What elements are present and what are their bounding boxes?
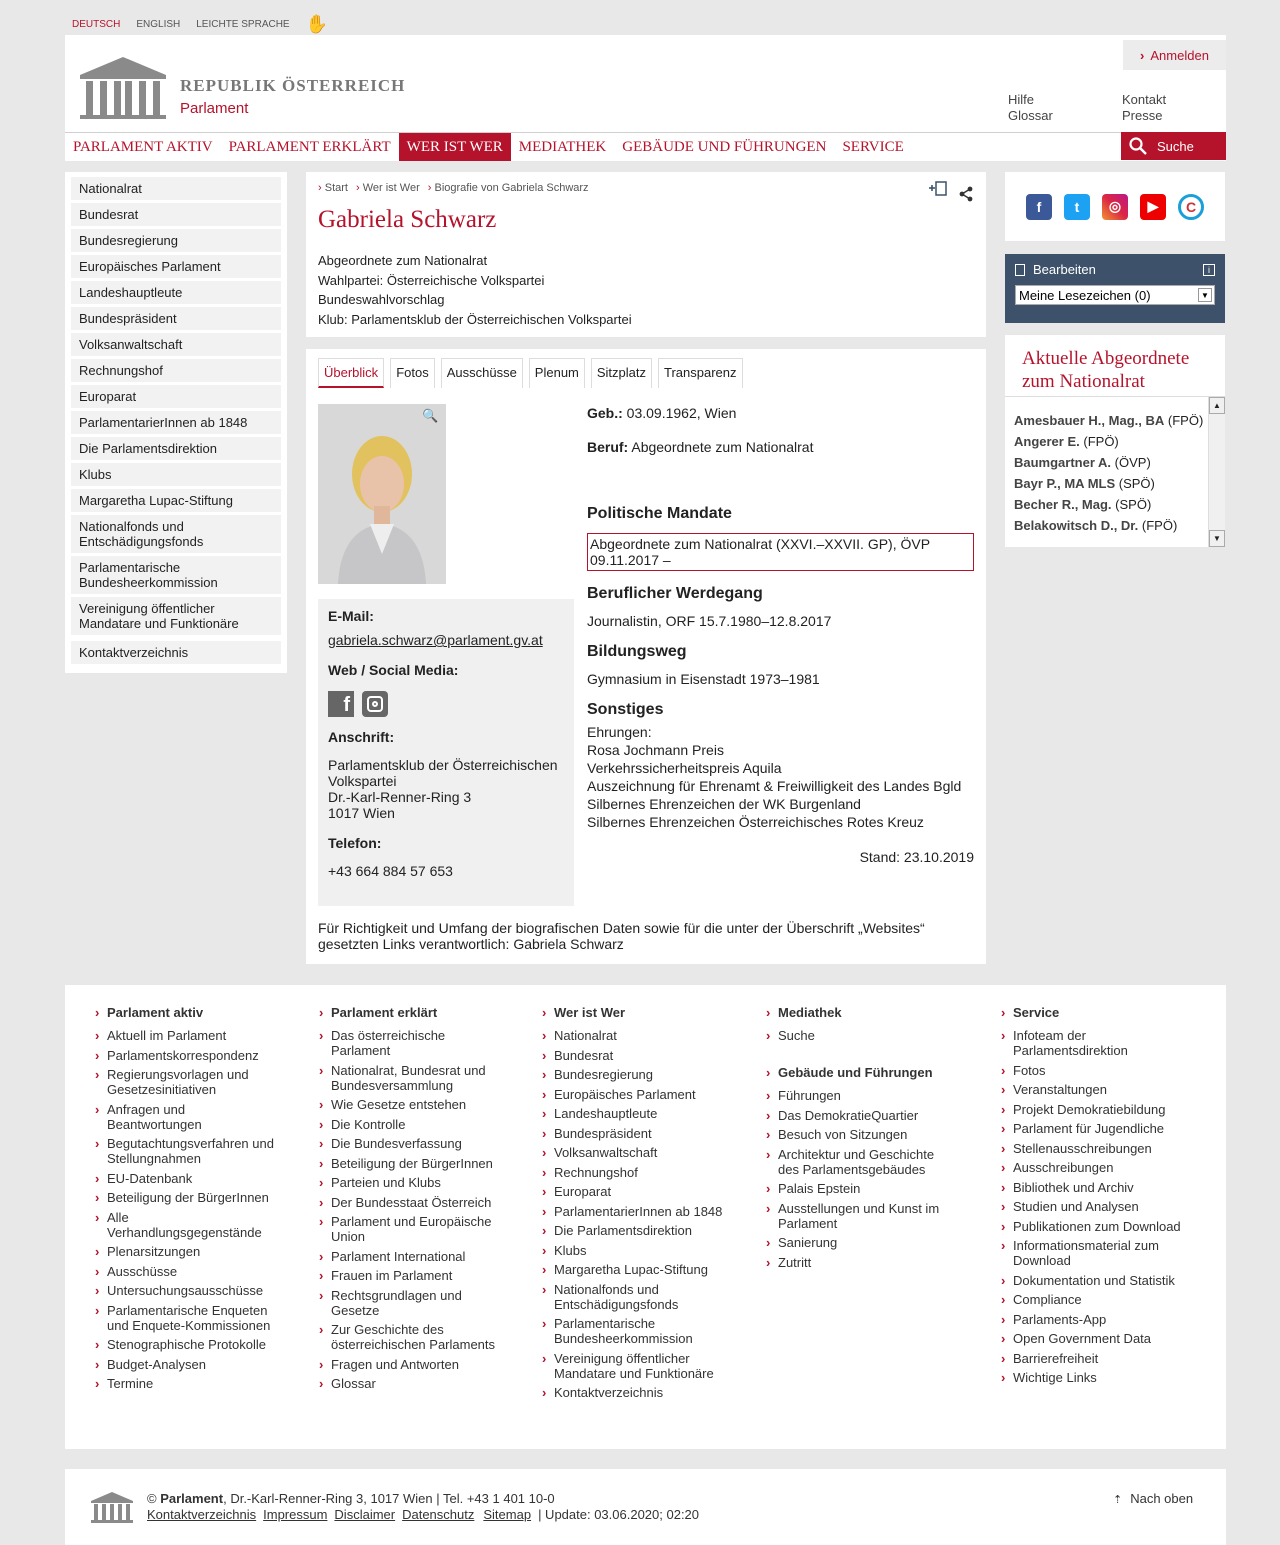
youtube-icon[interactable]: ▶ xyxy=(1140,194,1166,220)
footer-link[interactable]: › Stellenausschreibungen xyxy=(1001,1141,1186,1156)
member-item[interactable]: Bayr P., MA MLS (SPÖ) xyxy=(1014,476,1155,491)
footer-link[interactable]: › Informationsmaterial zum Download xyxy=(1001,1238,1186,1268)
stand-date: Stand: 23.10.2019 xyxy=(859,849,974,865)
footer-link[interactable]: › Wichtige Links xyxy=(1001,1370,1186,1385)
footer-link[interactable]: › Alle Verhandlungsgegenstände xyxy=(95,1210,280,1240)
lang-de[interactable]: DEUTSCH xyxy=(72,19,121,30)
nav-wer-ist-wer[interactable]: WER IST WER xyxy=(399,133,511,161)
leftnav-item[interactable]: Bundesrat xyxy=(71,203,281,226)
leftnav-item[interactable]: ParlamentarierInnen ab 1848 xyxy=(71,411,281,434)
address: Parlamentsklub der Österreichischen Volkspartei Dr.-Karl-Renner-Ring 3 1017 Wien xyxy=(328,757,558,821)
footer-link[interactable]: › Aktuell im Parlament xyxy=(95,1028,280,1043)
footer-link[interactable]: › Compliance xyxy=(1001,1292,1186,1307)
career: Journalistin, ORF 15.7.1980–12.8.2017 xyxy=(587,613,832,629)
tab-transparenz[interactable]: Transparenz xyxy=(658,358,743,388)
footer-col-parlament-erklaert xyxy=(319,1005,504,1396)
member-item[interactable]: Becher R., Mag. (SPÖ) xyxy=(1014,497,1152,512)
leftnav-item[interactable]: Nationalrat xyxy=(71,177,281,200)
footer-link[interactable]: › Projekt Demokratiebildung xyxy=(1001,1102,1186,1117)
members-list xyxy=(1014,413,1204,547)
footer-link[interactable]: › Die Kontrolle xyxy=(319,1117,504,1132)
footer-link[interactable]: › Fotos xyxy=(1001,1063,1186,1078)
parliament-small-icon xyxy=(91,1491,133,1523)
footer-link[interactable]: › Das DemokratieQuartier xyxy=(766,1108,951,1123)
person-role: Abgeordnete zum Nationalrat xyxy=(318,253,488,268)
logo-title: REPUBLIK ÖSTERREICH xyxy=(180,76,406,95)
add-bookmark-icon[interactable] xyxy=(928,180,948,198)
footer-heading[interactable]: › Parlament erklärt xyxy=(319,1005,504,1020)
footer-link[interactable]: › Stenographische Protokolle xyxy=(95,1337,280,1352)
member-item[interactable]: Baumgartner A. (ÖVP) xyxy=(1014,455,1151,470)
footer-link[interactable]: › Termine xyxy=(95,1376,280,1391)
footer-link[interactable]: › Ausschreibungen xyxy=(1001,1160,1186,1175)
member-item[interactable]: Amesbauer H., Mag., BA (FPÖ) xyxy=(1014,413,1204,428)
biography-card xyxy=(306,349,986,964)
footer-link[interactable]: › Ausstellungen und Kunst im Parlament xyxy=(766,1201,951,1231)
social-icons xyxy=(328,691,564,717)
leftnav-item[interactable]: Kontaktverzeichnis xyxy=(71,641,281,664)
footer-link[interactable]: › ParlamentarierInnen ab 1848 xyxy=(542,1204,727,1219)
member-item[interactable]: Angerer E. (FPÖ) xyxy=(1014,434,1119,449)
leftnav-item[interactable]: Margaretha Lupac-Stiftung xyxy=(71,489,281,512)
education-title: Bildungsweg xyxy=(587,643,687,660)
sign-language-icon[interactable]: ✋ xyxy=(305,14,329,34)
footer-link[interactable]: › Wie Gesetze entstehen xyxy=(319,1097,504,1112)
footer-link[interactable]: › Europarat xyxy=(542,1184,727,1199)
footer-link[interactable]: › Bundesregierung xyxy=(542,1067,727,1082)
footer-heading[interactable]: › Parlament aktiv xyxy=(95,1005,280,1020)
nav-service[interactable]: SERVICE xyxy=(842,138,904,155)
footer-link[interactable]: › Zur Geschichte des österreichischen Parlaments xyxy=(319,1322,504,1352)
social-bar xyxy=(1005,172,1225,241)
footer-link[interactable]: › Parlament International xyxy=(319,1249,504,1264)
parliament-building-icon xyxy=(80,55,166,119)
instagram-icon[interactable] xyxy=(362,691,388,717)
demokratiewebstatt-icon[interactable]: C xyxy=(1178,194,1204,220)
tab-fotos[interactable]: Fotos xyxy=(390,358,435,388)
footer-link[interactable]: › Parlament und Europäische Union xyxy=(319,1214,504,1244)
leftnav-item[interactable]: Europäisches Parlament xyxy=(71,255,281,278)
scroll-down-icon[interactable]: ▼ xyxy=(1209,530,1225,547)
disclaimer-text: Für Richtigkeit und Umfang der biografischen Daten sowie für die unter der Überschrift „Websites“ gesetzten Links verantwortlich: Gabriela Schwarz xyxy=(318,920,925,952)
edit-label[interactable]: Bearbeiten xyxy=(1033,262,1096,277)
footer-col-service xyxy=(1001,1005,1186,1390)
parliament-logo[interactable] xyxy=(80,55,405,119)
footer-heading[interactable]: › Gebäude und Führungen xyxy=(766,1065,951,1080)
link-impressum[interactable]: Impressum xyxy=(263,1507,328,1522)
facebook-icon[interactable]: f xyxy=(328,691,354,717)
person-header-card xyxy=(306,172,986,337)
leftnav-item[interactable]: Vereinigung öffentlicher Mandatare und Funktionäre xyxy=(71,597,281,635)
login-button[interactable]: › Anmelden xyxy=(1123,40,1226,70)
nav-gebaeude[interactable]: GEBÄUDE UND FÜHRUNGEN xyxy=(622,138,827,155)
footer-heading[interactable]: › Mediathek xyxy=(766,1005,951,1020)
footer-link[interactable]: › Führungen xyxy=(766,1088,951,1103)
contact-box xyxy=(318,599,574,906)
footer-link[interactable]: › Nationalrat xyxy=(542,1028,727,1043)
footer-heading[interactable]: › Wer ist Wer xyxy=(542,1005,727,1020)
portrait-photo[interactable] xyxy=(318,404,446,584)
leftnav-item[interactable]: Die Parlamentsdirektion xyxy=(71,437,281,460)
footer-link[interactable]: › Studien und Analysen xyxy=(1001,1199,1186,1214)
footer-link[interactable]: › Plenarsitzungen xyxy=(95,1244,280,1259)
footer-link[interactable]: › EU-Datenbank xyxy=(95,1171,280,1186)
member-item[interactable]: Belakowitsch D., Dr. (FPÖ) xyxy=(1014,518,1178,533)
bookmarks-panel xyxy=(1005,254,1225,323)
footer-link[interactable]: › Parlamentarische Enqueten und Enquete-Kommissionen xyxy=(95,1303,280,1333)
email-link[interactable]: gabriela.schwarz@parlament.gv.at xyxy=(328,632,543,648)
breadcrumb-current: › Biografie von Gabriela Schwarz xyxy=(427,182,589,194)
footer-link[interactable]: › Sanierung xyxy=(766,1235,951,1250)
logo-subtitle: Parlament xyxy=(180,100,249,117)
footer-link[interactable]: › Ausschüsse xyxy=(95,1264,280,1279)
footer-heading[interactable]: › Service xyxy=(1001,1005,1186,1020)
lang-easy[interactable]: LEICHTE SPRACHE xyxy=(196,19,290,30)
arrow-up-icon: ⇡ xyxy=(1113,1494,1123,1506)
footer-link[interactable]: › Landeshauptleute xyxy=(542,1106,727,1121)
site-header xyxy=(65,35,1226,161)
footer-col-parlament-aktiv xyxy=(95,1005,280,1396)
breadcrumb xyxy=(318,182,589,194)
portrait-image xyxy=(318,404,446,584)
footer-link[interactable]: › Regierungsvorlagen und Gesetzesinitiativen xyxy=(95,1067,280,1097)
leftnav-item[interactable]: Bundesregierung xyxy=(71,229,281,252)
phone-label: Telefon: xyxy=(328,835,382,851)
footer-link[interactable]: › Glossar xyxy=(319,1376,504,1391)
back-to-top[interactable]: ⇡ Nach oben xyxy=(1113,1491,1194,1506)
help-link[interactable]: Hilfe xyxy=(1008,92,1035,107)
footer-link[interactable]: › Begutachtungsverfahren und Stellungnahmen xyxy=(95,1136,280,1166)
footer-link[interactable]: › Parlaments-App xyxy=(1001,1312,1186,1327)
link-sitemap[interactable]: Sitemap xyxy=(483,1507,532,1522)
footer-link[interactable]: › Suche xyxy=(766,1028,951,1043)
members-title: Aktuelle Abgeordnete zum Nationalrat xyxy=(1022,348,1190,392)
footer-link[interactable]: › Beteiligung der BürgerInnen xyxy=(319,1156,504,1171)
footer-link[interactable]: › Besuch von Sitzungen xyxy=(766,1127,951,1142)
profession: Beruf: Abgeordnete zum Nationalrat xyxy=(587,439,814,455)
chevron-down-icon: ▼ xyxy=(1198,288,1212,302)
tab-ausschuesse[interactable]: Ausschüsse xyxy=(441,358,523,388)
footer-link[interactable]: › Barrierefreiheit xyxy=(1001,1351,1186,1366)
footer-link[interactable]: › Publikationen zum Download xyxy=(1001,1219,1186,1234)
footer-link[interactable]: › Parlamentarische Bundesheerkommission xyxy=(542,1316,727,1346)
footer-link[interactable]: › Bundespräsident xyxy=(542,1126,727,1141)
web-label: Web / Social Media: xyxy=(328,662,459,678)
footer-link[interactable]: › Das österreichische Parlament xyxy=(319,1028,504,1058)
leftnav-item[interactable]: Volksanwaltschaft xyxy=(71,333,281,356)
main-nav xyxy=(65,132,1226,160)
link-disclaimer[interactable]: Disclaimer xyxy=(334,1507,396,1522)
leftnav-item[interactable]: Rechnungshof xyxy=(71,359,281,382)
page-title: Gabriela Schwarz xyxy=(318,206,497,233)
footer-col-wer-ist-wer xyxy=(542,1005,727,1405)
leftnav-item[interactable]: Nationalfonds und Entschädigungsfonds xyxy=(71,515,281,553)
footer-sitemap xyxy=(65,985,1226,1449)
glossary-link[interactable]: Glossar xyxy=(1008,108,1053,123)
share-icon[interactable] xyxy=(958,186,974,202)
contact-link[interactable]: Kontakt xyxy=(1122,92,1167,107)
facebook-icon[interactable]: f xyxy=(1026,194,1052,220)
person-info xyxy=(318,251,632,329)
tab-plenum[interactable]: Plenum xyxy=(529,358,585,388)
footer-link[interactable]: › Open Government Data xyxy=(1001,1331,1186,1346)
link-datenschutz[interactable]: Datenschutz xyxy=(402,1507,475,1522)
mandate-title: Politische Mandate xyxy=(587,505,732,522)
breadcrumb-start[interactable]: › Start xyxy=(318,182,348,194)
nav-mediathek[interactable]: MEDIATHEK xyxy=(518,138,607,155)
footer-link[interactable]: › Dokumentation und Statistik xyxy=(1001,1273,1186,1288)
misc-list: Ehrungen: Rosa Jochmann Preis Verkehrssicherheitspreis Aquila Auszeichnung für Ehrenamt & Freiwilligkeit des Landes Bgld Silbernes Ehrenzeichen der WK Burgenland Silbernes Ehrenzeichen Österreichisches Rotes Kreuz xyxy=(587,724,962,830)
footer-link[interactable]: › Nationalfonds und Entschädigungsfonds xyxy=(542,1282,727,1312)
footer-link[interactable]: › Untersuchungsausschüsse xyxy=(95,1283,280,1298)
footer-link[interactable]: › Beteiligung der BürgerInnen xyxy=(95,1190,280,1205)
footer-link[interactable]: › Die Bundesverfassung xyxy=(319,1136,504,1151)
footer-link[interactable]: › Rechtsgrundlagen und Gesetze xyxy=(319,1288,504,1318)
footer-link[interactable]: › Kontaktverzeichnis xyxy=(542,1385,727,1400)
mandate-box: Abgeordnete zum Nationalrat (XXVI.–XXVII. GP), ÖVP 09.11.2017 – xyxy=(587,533,974,571)
nav-parlament-aktiv[interactable]: PARLAMENT AKTIV xyxy=(73,138,213,155)
twitter-icon[interactable]: t xyxy=(1064,194,1090,220)
footer-link[interactable]: › Die Parlamentsdirektion xyxy=(542,1223,727,1238)
bottom-info: © Parlament, Dr.-Karl-Renner-Ring 3, 1017 Wien | Tel. +43 1 401 10-0 Kontaktverzeichnis Impressum Disclaimer Datenschutz Sitemap | Update: 03.06.2020; 02:20 xyxy=(147,1491,700,1522)
footer-link[interactable]: › Fragen und Antworten xyxy=(319,1357,504,1372)
footer-link[interactable]: › Zutritt xyxy=(766,1255,951,1270)
search-button[interactable]: Suche xyxy=(1121,132,1226,160)
person-party: Wahlpartei: Österreichische Volkspartei xyxy=(318,272,545,288)
person-list: Bundeswahlvorschlag xyxy=(318,292,445,307)
members-scrollbar[interactable] xyxy=(1208,397,1225,547)
scroll-up-icon[interactable]: ▲ xyxy=(1209,397,1225,414)
leftnav-item[interactable]: Bundespräsident xyxy=(71,307,281,330)
footer-link[interactable]: › Europäisches Parlament xyxy=(542,1087,727,1102)
footer-link[interactable]: › Anfragen und Beantwortungen xyxy=(95,1102,280,1132)
footer-link[interactable]: › Der Bundesstaat Österreich xyxy=(319,1195,504,1210)
footer-link[interactable]: › Frauen im Parlament xyxy=(319,1268,504,1283)
bookmarks-select[interactable]: Meine Lesezeichen (0) ▼ xyxy=(1015,285,1215,305)
tab-ueberblick[interactable]: Überblick xyxy=(318,358,384,388)
biography xyxy=(587,405,974,865)
footer-link[interactable]: › Vereinigung öffentlicher Mandatare und Funktionäre xyxy=(542,1351,727,1381)
info-icon[interactable]: i xyxy=(1203,264,1215,276)
footer-link[interactable]: › Budget-Analysen xyxy=(95,1357,280,1372)
leftnav-item[interactable]: Klubs xyxy=(71,463,281,486)
link-kontaktverzeichnis[interactable]: Kontaktverzeichnis xyxy=(147,1507,257,1522)
birth: Geb.: 03.09.1962, Wien xyxy=(587,405,737,421)
tabs xyxy=(318,358,743,388)
language-bar xyxy=(72,14,328,35)
footer-link[interactable]: › Margaretha Lupac-Stiftung xyxy=(542,1262,727,1277)
footer-link[interactable]: › Bibliothek und Archiv xyxy=(1001,1180,1186,1195)
footer-col-mediathek xyxy=(766,1005,951,1274)
footer-link[interactable]: › Palais Epstein xyxy=(766,1181,951,1196)
footer-link[interactable]: › Volksanwaltschaft xyxy=(542,1145,727,1160)
tab-sitzplatz[interactable]: Sitzplatz xyxy=(591,358,652,388)
footer-link[interactable]: › Parlamentskorrespondenz xyxy=(95,1048,280,1063)
press-link[interactable]: Presse xyxy=(1122,108,1163,123)
phone: +43 664 884 57 653 xyxy=(328,863,453,879)
nav-parlament-erklaert[interactable]: PARLAMENT ERKLÄRT xyxy=(228,138,391,155)
education: Gymnasium in Eisenstadt 1973–1981 xyxy=(587,671,820,687)
breadcrumb-wer-ist-wer[interactable]: › Wer ist Wer xyxy=(355,182,420,194)
footer-link[interactable]: › Bundesrat xyxy=(542,1048,727,1063)
misc-title: Sonstiges xyxy=(587,701,664,718)
footer-link[interactable]: › Parteien und Klubs xyxy=(319,1175,504,1190)
current-members-panel xyxy=(1005,335,1225,547)
footer-link[interactable]: › Klubs xyxy=(542,1243,727,1258)
bottom-bar xyxy=(65,1469,1226,1545)
footer-link[interactable]: › Nationalrat, Bundesrat und Bundesversammlung xyxy=(319,1063,504,1093)
footer-link[interactable]: › Architektur und Geschichte des Parlamentsgebäudes xyxy=(766,1147,951,1177)
person-club: Klub: Parlamentsklub der Österreichischen Volkspartei xyxy=(318,311,632,327)
bookmark-icon xyxy=(1015,264,1025,276)
career-title: Beruflicher Werdegang xyxy=(587,585,763,602)
search-icon xyxy=(1129,137,1147,155)
leftnav-item[interactable]: Parlamentarische Bundesheerkommission xyxy=(71,556,281,594)
leftnav-item[interactable]: Europarat xyxy=(71,385,281,408)
footer-link[interactable]: › Rechnungshof xyxy=(542,1165,727,1180)
leftnav-item[interactable]: Landeshauptleute xyxy=(71,281,281,304)
update-date: | Update: 03.06.2020; 02:20 xyxy=(538,1507,700,1522)
left-nav xyxy=(65,172,287,673)
email-label: E-Mail: xyxy=(328,608,374,624)
lang-en[interactable]: ENGLISH xyxy=(136,19,181,30)
zoom-icon[interactable]: 🔍 xyxy=(422,408,439,423)
instagram-icon[interactable]: ◎ xyxy=(1102,194,1128,220)
address-label: Anschrift: xyxy=(328,729,395,745)
footer-link[interactable]: › Parlament für Jugendliche xyxy=(1001,1121,1186,1136)
footer-link[interactable]: › Veranstaltungen xyxy=(1001,1082,1186,1097)
footer-link[interactable]: › Infoteam der Parlamentsdirektion xyxy=(1001,1028,1186,1058)
